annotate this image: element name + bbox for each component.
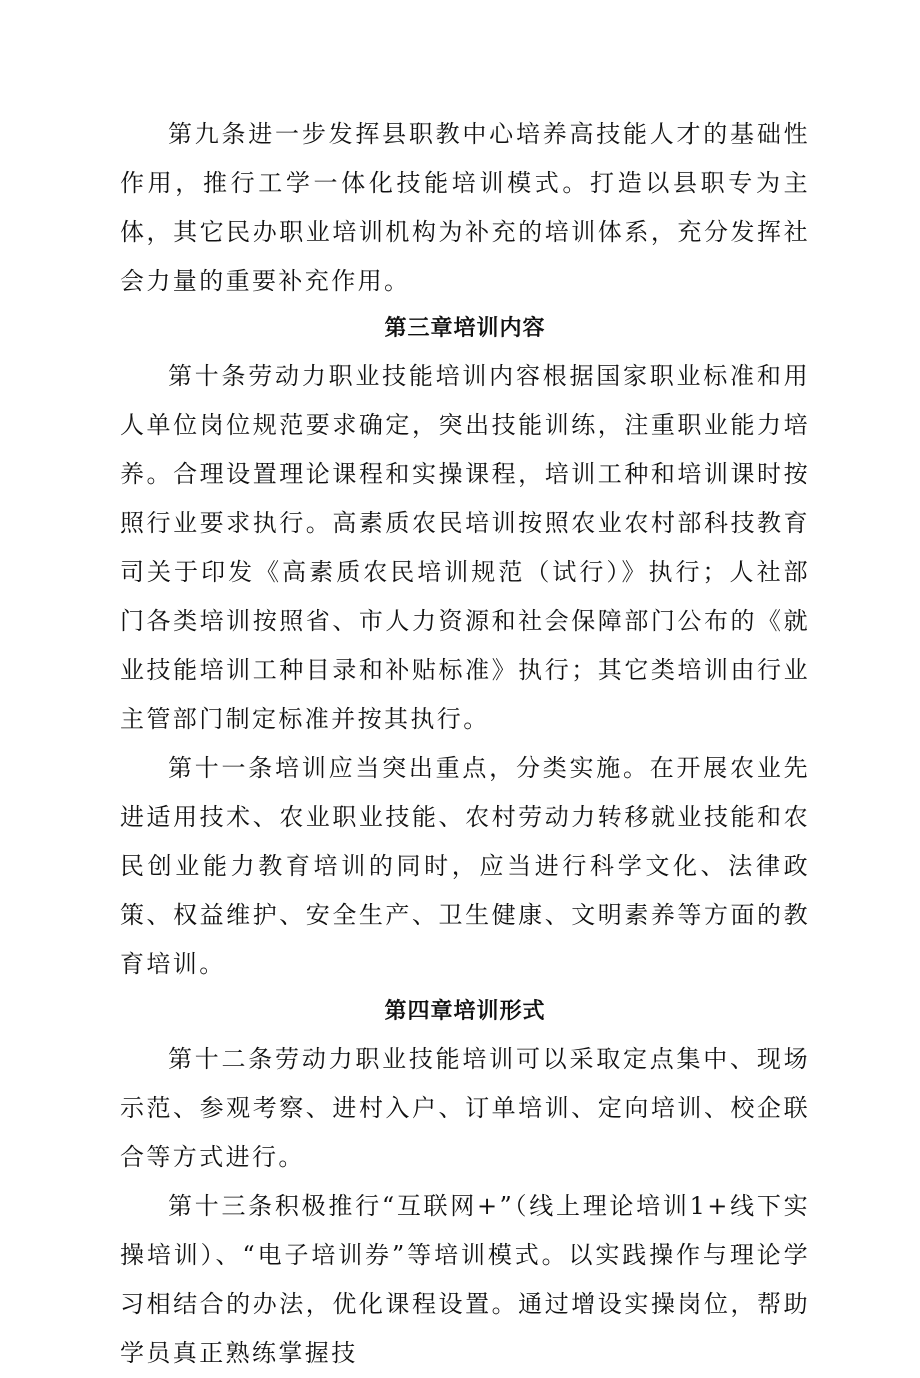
chapter-3-heading: 第三章培训内容	[384, 316, 546, 341]
article-10-paragraph: 第十条劳动力职业技能培训内容根据国家职业标准和用人单位岗位规范要求确定，突出技能训练，注重职业能力培养。合理设置理论课程和实操课程，培训工种和培训课时按照行业要求执行。高素质农民培训按照农业农村部科技教育司关于印发《高素质农民培训规范（试行）》执行；人社部门各类培训按照省、市人力资源和社会保障部门公布的《就业技能培训工种目录和补贴标准》执行；其它类培训由行业主管部门制定标准并按其执行。	[120, 362, 810, 733]
article-13-paragraph: 第十三条积极推行“互联网+”（线上理论培训1+线下实操培训）、“电子培训券”等培训模式。以实践操作与理论学习相结合的办法，优化课程设置。通过增设实操岗位，帮助学员真正熟练掌握技	[120, 1192, 810, 1367]
document-body	[120, 110, 810, 1378]
article-12-paragraph: 第十二条劳动力职业技能培训可以采取定点集中、现场示范、参观考察、进村入户、订单培训、定向培训、校企联合等方式进行。	[120, 1045, 810, 1171]
article-9-paragraph: 第九条进一步发挥县职教中心培养高技能人才的基础性作用，推行工学一体化技能培训模式。打造以县职专为主体，其它民办职业培训机构为补充的培训体系，充分发挥社会力量的重要补充作用。	[120, 120, 810, 295]
article-11-paragraph: 第十一条培训应当突出重点，分类实施。在开展农业先进适用技术、农业职业技能、农村劳动力转移就业技能和农民创业能力教育培训的同时，应当进行科学文化、法律政策、权益维护、安全生产、卫生健康、文明素养等方面的教育培训。	[120, 754, 810, 978]
chapter-4-heading: 第四章培训形式	[384, 999, 546, 1024]
